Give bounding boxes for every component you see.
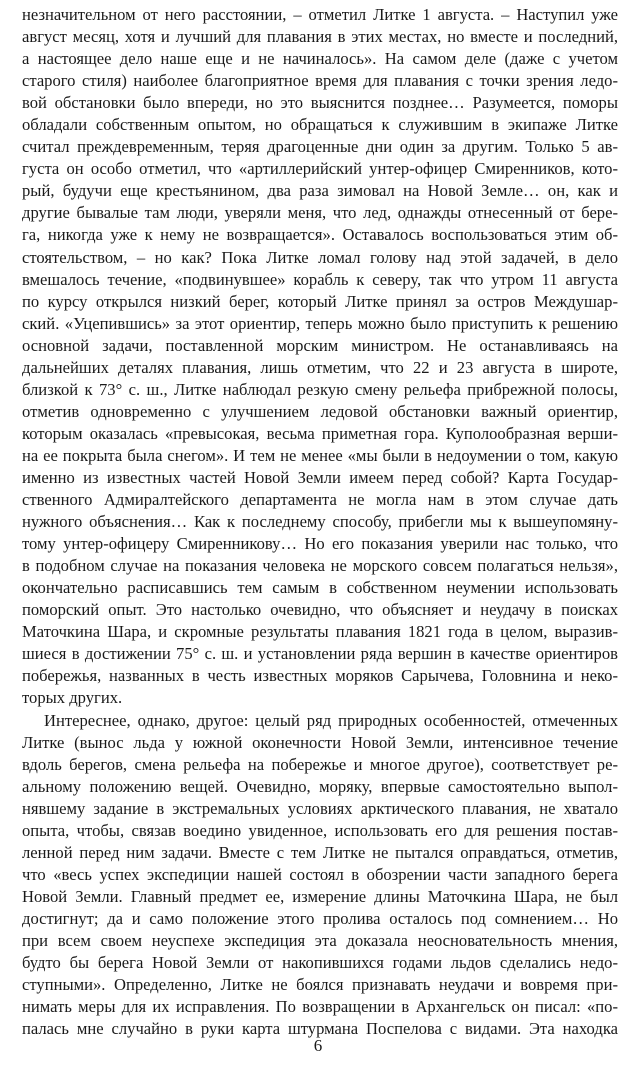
text-line: обладали собственным опытом, но обращаться к служившим в экипаже Литке — [22, 115, 618, 135]
text-line: Маточкина Шара, и скромные результаты плавания 1821 года в целом, выразив- — [22, 622, 618, 642]
paragraph-1 — [22, 4, 618, 710]
page-body — [22, 4, 618, 1040]
text-line: рый, будучи еще крестьянином, два раза зимовал на Новой Земле… он, как и — [22, 181, 618, 201]
text-line: а настоящее дело наше еще и не начиналось». На самом деле (даже с учетом — [22, 49, 618, 69]
text-line: нимать меры для их исправления. По возвращении в Архангельск он писал: «по- — [22, 997, 618, 1017]
text-line: вой обстановки было впереди, но это выяснится позднее… Разумеется, поморы — [22, 93, 618, 113]
text-line: вмешалось течение, «подвинувшее» корабль к северу, так что утром 11 августа — [22, 269, 618, 289]
page-number: 6 — [313, 1036, 323, 1055]
text-line: достигнут; да и само положение этого пролива осталось под сомнением… Но — [22, 908, 618, 928]
text-line: Новой Земли. Главный предмет ее, измерение длины Маточкина Шара, не был — [22, 886, 618, 906]
text-line: на ее покрыта была снегом». И тем не менее «мы были в недоумении о том, какую — [22, 445, 618, 465]
text-line: шиеся в достижении 75° с. ш. и установлении ряда вершин в качестве ориентиров — [22, 644, 618, 664]
text-line: ский. «Уцепившись» за этот ориентир, теперь можно было приступить к решению — [22, 313, 618, 333]
text-line: отметив одновременно с улучшением ледовой обстановки важный ориентир, — [22, 401, 618, 421]
text-line: поморский опыт. Это настолько очевидно, что объясняет и неудачу в поисках — [22, 600, 618, 620]
text-line: старого стиля) наиболее благоприятное время для плавания с точки зрения ледо- — [22, 71, 618, 91]
text-line: ственного Адмиралтейского департамента не могла нам в этом случае дать — [22, 490, 618, 510]
text-line: стоятельством, – но как? Пока Литке ломал голову над этой задачей, в дело — [22, 247, 618, 267]
text-line: побережья, названных в честь известных моряков Сарычева, Головнина и неко- — [22, 666, 618, 686]
text-line: торых других. — [22, 688, 123, 708]
text-line: близкой к 73° с. ш., Литке наблюдал резкую смену рельефа прибрежной полосы, — [22, 379, 618, 399]
text-line: считал преждевременным, теряя драгоценные дни один за другим. Только 5 ав- — [22, 137, 618, 157]
text-line: Литке (вынос льда у южной оконечности Новой Земли, интенсивное течение — [22, 732, 618, 752]
text-line: по курсу открылся низкий берег, который Литке принял за остров Междушар- — [22, 291, 618, 311]
text-line: август месяц, хотя и лучший для плавания в этих местах, но вместе и последний, — [22, 27, 618, 47]
text-line: ленной перед ним задачи. Вместе с тем Литке не пытался оправдаться, отметив, — [22, 842, 618, 862]
text-line: будто бы берега Новой Земли от накопившихся годами льдов сделались недо- — [22, 953, 618, 973]
text-line: тому унтер-офицеру Смиренникову… Но его показания уверили нас только, что — [22, 534, 618, 554]
text-line: Интереснее, однако, другое: целый ряд природных особенностей, отмеченных — [44, 710, 618, 730]
paragraph-2 — [22, 710, 618, 1041]
text-line: палась мне случайно в руки карта штурмана Поспелова с видами. Эта находка — [22, 1019, 618, 1039]
text-line: опыта, чтобы, связав воедино увиденное, использовать его для решения постав- — [22, 820, 618, 840]
text-line: именно из известных частей Новой Земли имеем перед собой? Карта Государ- — [22, 467, 618, 487]
text-line: ступными». Определенно, Литке не боялся признавать неудачи и вовремя при- — [22, 975, 618, 995]
text-line: при всем своем неуспехе экспедиция эта доказала неосновательность мнения, — [22, 930, 618, 950]
text-line: что «весь успех экспедиции нашей состоял в обозрении части западного берега — [22, 864, 618, 884]
text-line: нужного объяснения… Как к последнему способу, прибегли мы к вышеупомяну- — [22, 512, 618, 532]
text-line: в подобном случае на показания человека не морского совсем полагаться нельзя», — [22, 556, 618, 576]
text-line: альному положению вещей. Очевидно, моряку, впервые самостоятельно выпол- — [22, 776, 618, 796]
text-line: окончательно расписавшись тем самым в собственном неумении использовать — [22, 578, 618, 598]
text-line: основной задачи, поставленной морским министром. Не останавливаясь на — [22, 335, 618, 355]
text-line: незначительном от него расстоянии, – отметил Литке 1 августа. – Наступил уже — [22, 5, 618, 24]
text-line: нявшему задание в экстремальных условиях арктического плавания, не хватало — [22, 798, 618, 818]
text-line: вдоль берегов, смена рельефа на побережье и многое другое), соответствует ре- — [22, 754, 618, 774]
text-line: дальнейших деталях плавания, лишь отметим, что 22 и 23 августа в широте, — [22, 357, 618, 377]
text-line: га, никогда уже к нему не возвращается». Оставалось воспользоваться этим об- — [22, 225, 618, 245]
text-line: которым оказалась «превысокая, весьма приметная гора. Куполообразная верши- — [22, 423, 618, 443]
text-line: другие бывалые там люди, уверяли меня, что лед, однажды отнесенный от бере- — [22, 203, 618, 223]
text-line: густа он особо отметил, что «артиллерийский унтер-офицер Смиренников, кото- — [22, 159, 618, 179]
